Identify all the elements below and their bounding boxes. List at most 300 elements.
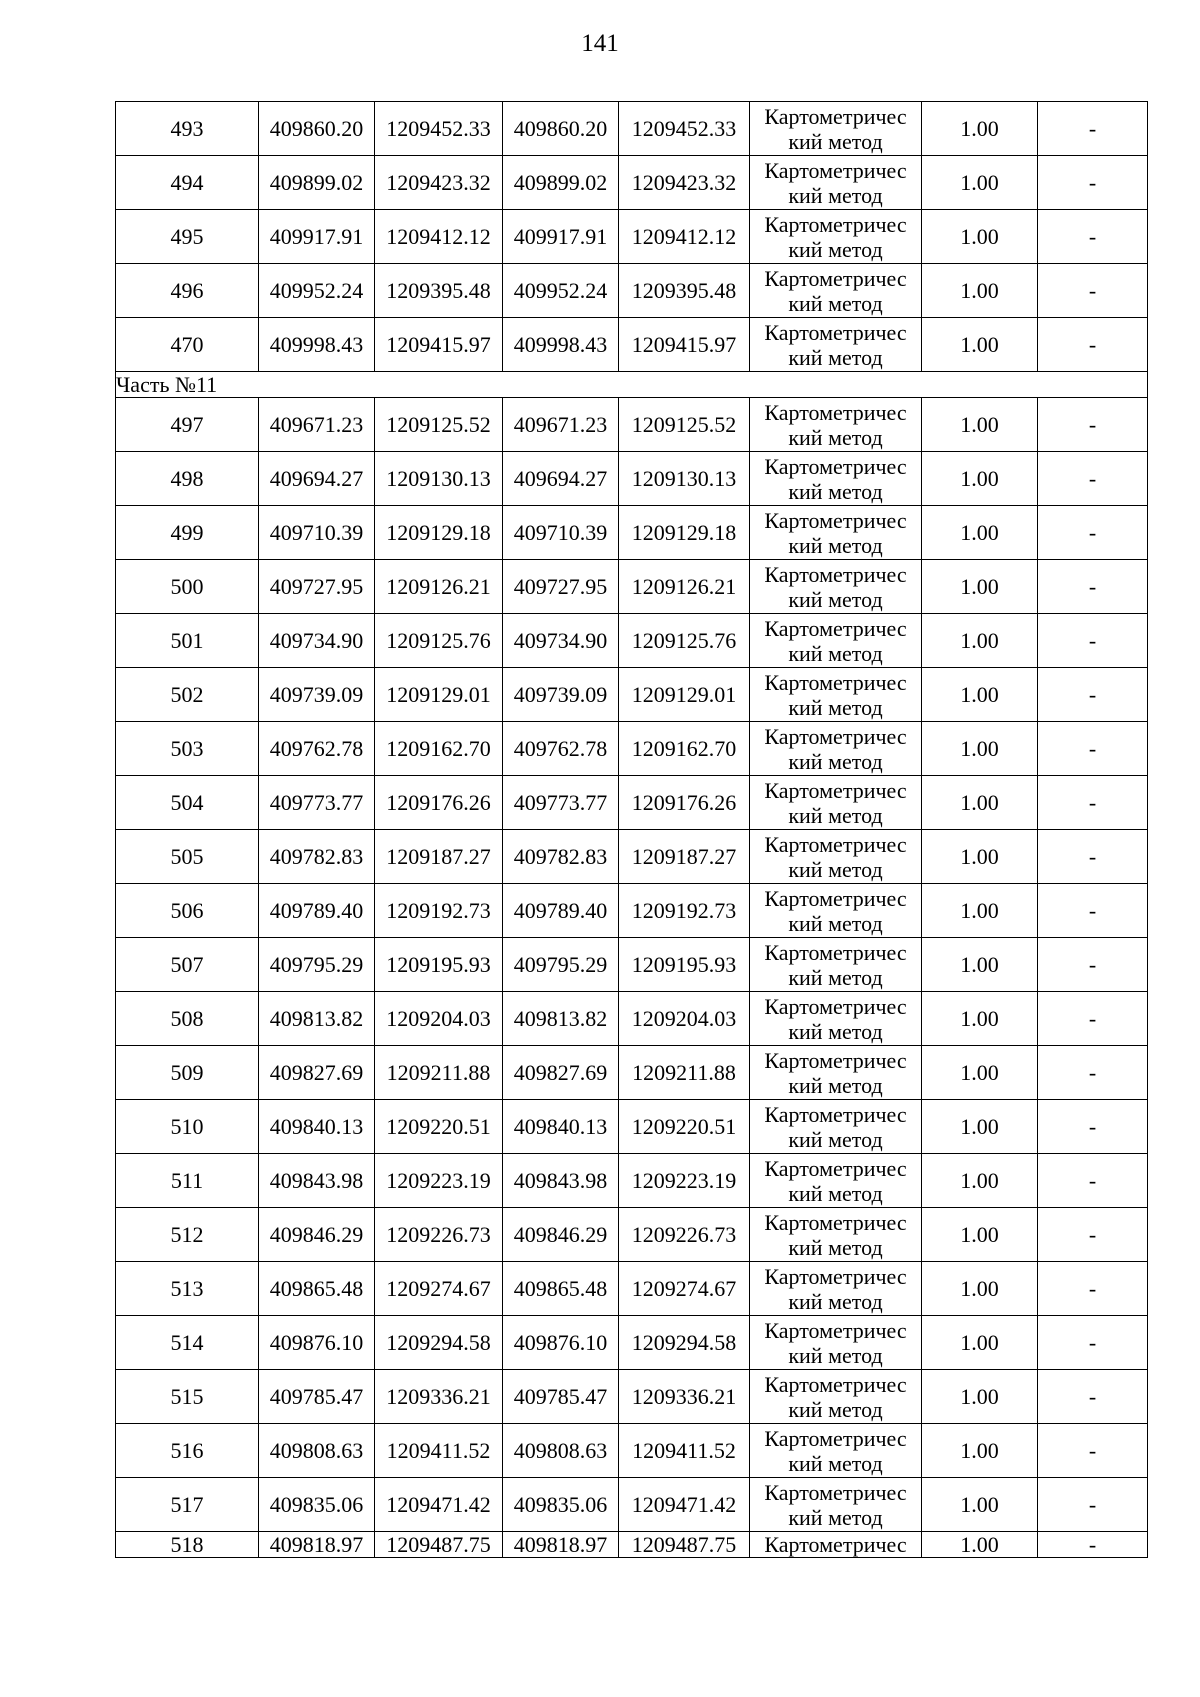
table-row — [116, 992, 1148, 1046]
y-coordinate-2: 1209129.01 — [619, 668, 750, 722]
point-number: 504 — [116, 776, 259, 830]
accuracy: 1.00 — [922, 830, 1038, 884]
x-coordinate-2: 409843.98 — [503, 1154, 619, 1208]
note: - — [1038, 264, 1148, 318]
accuracy: 1.00 — [922, 506, 1038, 560]
note: - — [1038, 102, 1148, 156]
accuracy: 1.00 — [922, 884, 1038, 938]
table-body-after-section — [116, 398, 1148, 1532]
point-number: 494 — [116, 156, 259, 210]
x-coordinate-2: 409762.78 — [503, 722, 619, 776]
coordinates-table — [115, 101, 1148, 1558]
x-coordinate-2: 409876.10 — [503, 1316, 619, 1370]
point-number: 513 — [116, 1262, 259, 1316]
x-coordinate-2: 409671.23 — [503, 398, 619, 452]
method-line-1: Картометричес — [764, 993, 907, 1019]
method-cell — [750, 992, 922, 1046]
method-line-2: кий метод — [788, 694, 883, 720]
table-row — [116, 210, 1148, 264]
method-line-2: кий метод — [788, 586, 883, 612]
table-row — [116, 560, 1148, 614]
x-coordinate: 409727.95 — [259, 560, 375, 614]
y-coordinate-2: 1209125.52 — [619, 398, 750, 452]
point-number: 499 — [116, 506, 259, 560]
y-coordinate: 1209395.48 — [375, 264, 503, 318]
x-coordinate-2: 409789.40 — [503, 884, 619, 938]
method-cell — [750, 776, 922, 830]
accuracy: 1.00 — [922, 560, 1038, 614]
method-cell — [750, 1100, 922, 1154]
method-line-1: Картометричес — [764, 939, 907, 965]
accuracy: 1.00 — [922, 318, 1038, 372]
method-line-2: кий метод — [788, 964, 883, 990]
accuracy: 1.00 — [922, 776, 1038, 830]
x-coordinate: 409813.82 — [259, 992, 375, 1046]
x-coordinate-2: 409860.20 — [503, 102, 619, 156]
point-number: 505 — [116, 830, 259, 884]
x-coordinate: 409827.69 — [259, 1046, 375, 1100]
method-cell — [750, 102, 922, 156]
method-line-2: кий метод — [788, 1450, 883, 1476]
method-line-2: кий метод — [788, 478, 883, 504]
y-coordinate: 1209204.03 — [375, 992, 503, 1046]
method-line-1: Картометричес — [764, 1047, 907, 1073]
method-cell — [750, 318, 922, 372]
method-cell — [750, 1262, 922, 1316]
accuracy: 1.00 — [922, 1262, 1038, 1316]
y-coordinate: 1209125.52 — [375, 398, 503, 452]
method-cell — [750, 452, 922, 506]
y-coordinate-2: 1209471.42 — [619, 1478, 750, 1532]
point-number: 502 — [116, 668, 259, 722]
y-coordinate: 1209274.67 — [375, 1262, 503, 1316]
x-coordinate: 409860.20 — [259, 102, 375, 156]
x-coordinate: 409843.98 — [259, 1154, 375, 1208]
section-label: Часть №11 — [116, 372, 1148, 398]
x-coordinate-2: 409739.09 — [503, 668, 619, 722]
method-line-2: кий метод — [788, 532, 883, 558]
note: - — [1038, 1370, 1148, 1424]
table-row — [116, 668, 1148, 722]
method-cell — [750, 1370, 922, 1424]
y-coordinate: 1209415.97 — [375, 318, 503, 372]
y-coordinate: 1209487.75 — [375, 1532, 503, 1558]
note: - — [1038, 318, 1148, 372]
y-coordinate: 1209129.18 — [375, 506, 503, 560]
x-coordinate: 409773.77 — [259, 776, 375, 830]
accuracy: 1.00 — [922, 156, 1038, 210]
point-number: 498 — [116, 452, 259, 506]
note: - — [1038, 1424, 1148, 1478]
accuracy: 1.00 — [922, 1208, 1038, 1262]
y-coordinate: 1209176.26 — [375, 776, 503, 830]
method-line-1: Картометричес — [764, 157, 907, 183]
y-coordinate: 1209294.58 — [375, 1316, 503, 1370]
y-coordinate-2: 1209126.21 — [619, 560, 750, 614]
method-line-1: Картометричес — [764, 669, 907, 695]
note: - — [1038, 1478, 1148, 1532]
accuracy: 1.00 — [922, 1532, 1038, 1558]
method-line-2: кий метод — [788, 1288, 883, 1314]
method-line-2: кий метод — [788, 236, 883, 262]
method-cell — [750, 1208, 922, 1262]
x-coordinate-2: 409846.29 — [503, 1208, 619, 1262]
note: - — [1038, 830, 1148, 884]
y-coordinate-2: 1209336.21 — [619, 1370, 750, 1424]
method-line-1: Картометричес — [764, 723, 907, 749]
x-coordinate: 409835.06 — [259, 1478, 375, 1532]
x-coordinate-2: 409694.27 — [503, 452, 619, 506]
note: - — [1038, 938, 1148, 992]
method-cell — [750, 1316, 922, 1370]
method-line-2: кий метод — [788, 856, 883, 882]
method-cell — [750, 884, 922, 938]
method-cell: Картометричес — [750, 1532, 922, 1558]
method-line-1: Картометричес — [764, 1371, 907, 1397]
method-line-1: Картометричес — [764, 1425, 907, 1451]
y-coordinate: 1209195.93 — [375, 938, 503, 992]
table-row — [116, 1316, 1148, 1370]
note: - — [1038, 1046, 1148, 1100]
y-coordinate-2: 1209415.97 — [619, 318, 750, 372]
y-coordinate-2: 1209412.12 — [619, 210, 750, 264]
table-row — [116, 1424, 1148, 1478]
x-coordinate-2: 409827.69 — [503, 1046, 619, 1100]
table-row — [116, 1208, 1148, 1262]
y-coordinate: 1209336.21 — [375, 1370, 503, 1424]
y-coordinate-2: 1209294.58 — [619, 1316, 750, 1370]
note: - — [1038, 1262, 1148, 1316]
method-line-1: Картометричес — [764, 831, 907, 857]
point-number: 503 — [116, 722, 259, 776]
y-coordinate: 1209125.76 — [375, 614, 503, 668]
y-coordinate: 1209411.52 — [375, 1424, 503, 1478]
table-row — [116, 156, 1148, 210]
table-row — [116, 1532, 1148, 1558]
method-cell — [750, 722, 922, 776]
method-line-2: кий метод — [788, 182, 883, 208]
table-row — [116, 318, 1148, 372]
point-number: 511 — [116, 1154, 259, 1208]
method-cell — [750, 1046, 922, 1100]
y-coordinate-2: 1209162.70 — [619, 722, 750, 776]
method-line-1: Картометричес — [764, 1155, 907, 1181]
method-line-2: кий метод — [788, 128, 883, 154]
point-number: 517 — [116, 1478, 259, 1532]
x-coordinate-2: 409917.91 — [503, 210, 619, 264]
y-coordinate-2: 1209130.13 — [619, 452, 750, 506]
note: - — [1038, 1316, 1148, 1370]
method-line-2: кий метод — [788, 1342, 883, 1368]
accuracy: 1.00 — [922, 1316, 1038, 1370]
x-coordinate: 409865.48 — [259, 1262, 375, 1316]
method-line-2: кий метод — [788, 1072, 883, 1098]
table-row — [116, 506, 1148, 560]
method-cell — [750, 156, 922, 210]
method-line-2: кий метод — [788, 748, 883, 774]
note: - — [1038, 1154, 1148, 1208]
accuracy: 1.00 — [922, 102, 1038, 156]
x-coordinate: 409917.91 — [259, 210, 375, 264]
table-row — [116, 1262, 1148, 1316]
y-coordinate-2: 1209423.32 — [619, 156, 750, 210]
method-line-1: Картометричес — [764, 453, 907, 479]
accuracy: 1.00 — [922, 992, 1038, 1046]
y-coordinate-2: 1209274.67 — [619, 1262, 750, 1316]
method-line-2: кий метод — [788, 1018, 883, 1044]
table-row — [116, 264, 1148, 318]
x-coordinate: 409840.13 — [259, 1100, 375, 1154]
y-coordinate-2: 1209487.75 — [619, 1532, 750, 1558]
y-coordinate: 1209226.73 — [375, 1208, 503, 1262]
accuracy: 1.00 — [922, 1478, 1038, 1532]
point-number: 512 — [116, 1208, 259, 1262]
method-cell — [750, 398, 922, 452]
page-number: 141 — [581, 30, 619, 57]
x-coordinate: 409694.27 — [259, 452, 375, 506]
method-line-2: кий метод — [788, 1234, 883, 1260]
y-coordinate-2: 1209452.33 — [619, 102, 750, 156]
section-row — [116, 372, 1148, 398]
method-line-2: кий метод — [788, 1396, 883, 1422]
table-row — [116, 722, 1148, 776]
method-line-1: Картометричес — [764, 265, 907, 291]
y-coordinate: 1209126.21 — [375, 560, 503, 614]
table-body-last — [116, 1532, 1148, 1558]
note: - — [1038, 398, 1148, 452]
method-cell — [750, 560, 922, 614]
method-cell — [750, 1154, 922, 1208]
point-number: 510 — [116, 1100, 259, 1154]
accuracy: 1.00 — [922, 1370, 1038, 1424]
method-line-1: Картометричес — [764, 319, 907, 345]
accuracy: 1.00 — [922, 452, 1038, 506]
y-coordinate: 1209130.13 — [375, 452, 503, 506]
y-coordinate: 1209187.27 — [375, 830, 503, 884]
method-cell — [750, 506, 922, 560]
method-cell — [750, 668, 922, 722]
y-coordinate-2: 1209211.88 — [619, 1046, 750, 1100]
point-number: 493 — [116, 102, 259, 156]
table-row — [116, 938, 1148, 992]
method-line-1: Картометричес — [764, 1317, 907, 1343]
method-line-1: Картометричес — [764, 399, 907, 425]
accuracy: 1.00 — [922, 1046, 1038, 1100]
y-coordinate-2: 1209204.03 — [619, 992, 750, 1046]
table-row — [116, 398, 1148, 452]
x-coordinate: 409818.97 — [259, 1532, 375, 1558]
method-line-2: кий метод — [788, 910, 883, 936]
x-coordinate-2: 409840.13 — [503, 1100, 619, 1154]
x-coordinate-2: 409835.06 — [503, 1478, 619, 1532]
point-number: 509 — [116, 1046, 259, 1100]
note: - — [1038, 776, 1148, 830]
method-line-2: кий метод — [788, 802, 883, 828]
point-number: 514 — [116, 1316, 259, 1370]
x-coordinate-2: 409998.43 — [503, 318, 619, 372]
method-line-1: Картометричес — [764, 1101, 907, 1127]
x-coordinate: 409795.29 — [259, 938, 375, 992]
x-coordinate-2: 409785.47 — [503, 1370, 619, 1424]
x-coordinate-2: 409782.83 — [503, 830, 619, 884]
note: - — [1038, 884, 1148, 938]
point-number: 470 — [116, 318, 259, 372]
x-coordinate-2: 409952.24 — [503, 264, 619, 318]
x-coordinate: 409998.43 — [259, 318, 375, 372]
note: - — [1038, 560, 1148, 614]
method-cell — [750, 830, 922, 884]
method-line-2: кий метод — [788, 290, 883, 316]
method-line-1: Картометричес — [764, 1263, 907, 1289]
method-line-1: Картометричес — [764, 615, 907, 641]
point-number: 515 — [116, 1370, 259, 1424]
x-coordinate: 409734.90 — [259, 614, 375, 668]
table-row — [116, 1154, 1148, 1208]
point-number: 497 — [116, 398, 259, 452]
point-number: 518 — [116, 1532, 259, 1558]
accuracy: 1.00 — [922, 722, 1038, 776]
x-coordinate: 409899.02 — [259, 156, 375, 210]
point-number: 501 — [116, 614, 259, 668]
y-coordinate-2: 1209129.18 — [619, 506, 750, 560]
note: - — [1038, 722, 1148, 776]
method-line-1: Картометричес — [764, 211, 907, 237]
y-coordinate: 1209192.73 — [375, 884, 503, 938]
x-coordinate-2: 409808.63 — [503, 1424, 619, 1478]
point-number: 508 — [116, 992, 259, 1046]
table-row — [116, 776, 1148, 830]
method-line-2: кий метод — [788, 344, 883, 370]
x-coordinate: 409739.09 — [259, 668, 375, 722]
x-coordinate-2: 409734.90 — [503, 614, 619, 668]
table-row — [116, 102, 1148, 156]
note: - — [1038, 614, 1148, 668]
method-cell — [750, 614, 922, 668]
x-coordinate: 409789.40 — [259, 884, 375, 938]
accuracy: 1.00 — [922, 1154, 1038, 1208]
x-coordinate-2: 409818.97 — [503, 1532, 619, 1558]
y-coordinate-2: 1209220.51 — [619, 1100, 750, 1154]
y-coordinate-2: 1209195.93 — [619, 938, 750, 992]
accuracy: 1.00 — [922, 210, 1038, 264]
x-coordinate-2: 409710.39 — [503, 506, 619, 560]
x-coordinate-2: 409727.95 — [503, 560, 619, 614]
x-coordinate: 409671.23 — [259, 398, 375, 452]
y-coordinate: 1209452.33 — [375, 102, 503, 156]
note: - — [1038, 668, 1148, 722]
point-number: 507 — [116, 938, 259, 992]
accuracy: 1.00 — [922, 398, 1038, 452]
y-coordinate: 1209412.12 — [375, 210, 503, 264]
x-coordinate: 409710.39 — [259, 506, 375, 560]
note: - — [1038, 506, 1148, 560]
y-coordinate-2: 1209192.73 — [619, 884, 750, 938]
x-coordinate-2: 409865.48 — [503, 1262, 619, 1316]
table-row — [116, 1100, 1148, 1154]
y-coordinate: 1209220.51 — [375, 1100, 503, 1154]
method-cell — [750, 938, 922, 992]
x-coordinate: 409782.83 — [259, 830, 375, 884]
method-line-1: Картометричес — [764, 561, 907, 587]
x-coordinate: 409785.47 — [259, 1370, 375, 1424]
method-line-1: Картометричес — [764, 103, 907, 129]
y-coordinate: 1209223.19 — [375, 1154, 503, 1208]
table-section — [116, 372, 1148, 398]
x-coordinate-2: 409813.82 — [503, 992, 619, 1046]
table-row — [116, 1478, 1148, 1532]
point-number: 496 — [116, 264, 259, 318]
method-line-2: кий метод — [788, 1180, 883, 1206]
y-coordinate: 1209162.70 — [375, 722, 503, 776]
table-body-before-section — [116, 102, 1148, 372]
method-cell — [750, 264, 922, 318]
note: - — [1038, 156, 1148, 210]
point-number: 500 — [116, 560, 259, 614]
note: - — [1038, 992, 1148, 1046]
accuracy: 1.00 — [922, 668, 1038, 722]
method-cell — [750, 1424, 922, 1478]
method-cell — [750, 1478, 922, 1532]
method-line-1: Картометричес — [764, 1209, 907, 1235]
y-coordinate-2: 1209187.27 — [619, 830, 750, 884]
y-coordinate-2: 1209223.19 — [619, 1154, 750, 1208]
method-line-2: кий метод — [788, 1504, 883, 1530]
accuracy: 1.00 — [922, 614, 1038, 668]
y-coordinate-2: 1209411.52 — [619, 1424, 750, 1478]
y-coordinate: 1209423.32 — [375, 156, 503, 210]
method-line-1: Картометричес — [764, 507, 907, 533]
note: - — [1038, 1208, 1148, 1262]
note: - — [1038, 1532, 1148, 1558]
method-cell — [750, 210, 922, 264]
note: - — [1038, 1100, 1148, 1154]
note: - — [1038, 452, 1148, 506]
accuracy: 1.00 — [922, 1424, 1038, 1478]
point-number: 506 — [116, 884, 259, 938]
table-row — [116, 884, 1148, 938]
y-coordinate-2: 1209176.26 — [619, 776, 750, 830]
x-coordinate: 409762.78 — [259, 722, 375, 776]
y-coordinate: 1209129.01 — [375, 668, 503, 722]
x-coordinate-2: 409899.02 — [503, 156, 619, 210]
x-coordinate: 409876.10 — [259, 1316, 375, 1370]
table-row — [116, 1046, 1148, 1100]
x-coordinate: 409952.24 — [259, 264, 375, 318]
x-coordinate-2: 409795.29 — [503, 938, 619, 992]
y-coordinate-2: 1209226.73 — [619, 1208, 750, 1262]
method-line-1: Картометричес — [764, 1479, 907, 1505]
y-coordinate-2: 1209395.48 — [619, 264, 750, 318]
accuracy: 1.00 — [922, 264, 1038, 318]
y-coordinate: 1209471.42 — [375, 1478, 503, 1532]
method-line-2: кий метод — [788, 424, 883, 450]
method-line-1: Картометричес — [764, 777, 907, 803]
table-row — [116, 830, 1148, 884]
accuracy: 1.00 — [922, 938, 1038, 992]
method-line-2: кий метод — [788, 640, 883, 666]
x-coordinate-2: 409773.77 — [503, 776, 619, 830]
method-line-1: Картометричес — [764, 885, 907, 911]
y-coordinate-2: 1209125.76 — [619, 614, 750, 668]
table-row — [116, 452, 1148, 506]
table-row — [116, 1370, 1148, 1424]
accuracy: 1.00 — [922, 1100, 1038, 1154]
method-line-2: кий метод — [788, 1126, 883, 1152]
x-coordinate: 409808.63 — [259, 1424, 375, 1478]
note: - — [1038, 210, 1148, 264]
y-coordinate: 1209211.88 — [375, 1046, 503, 1100]
x-coordinate: 409846.29 — [259, 1208, 375, 1262]
